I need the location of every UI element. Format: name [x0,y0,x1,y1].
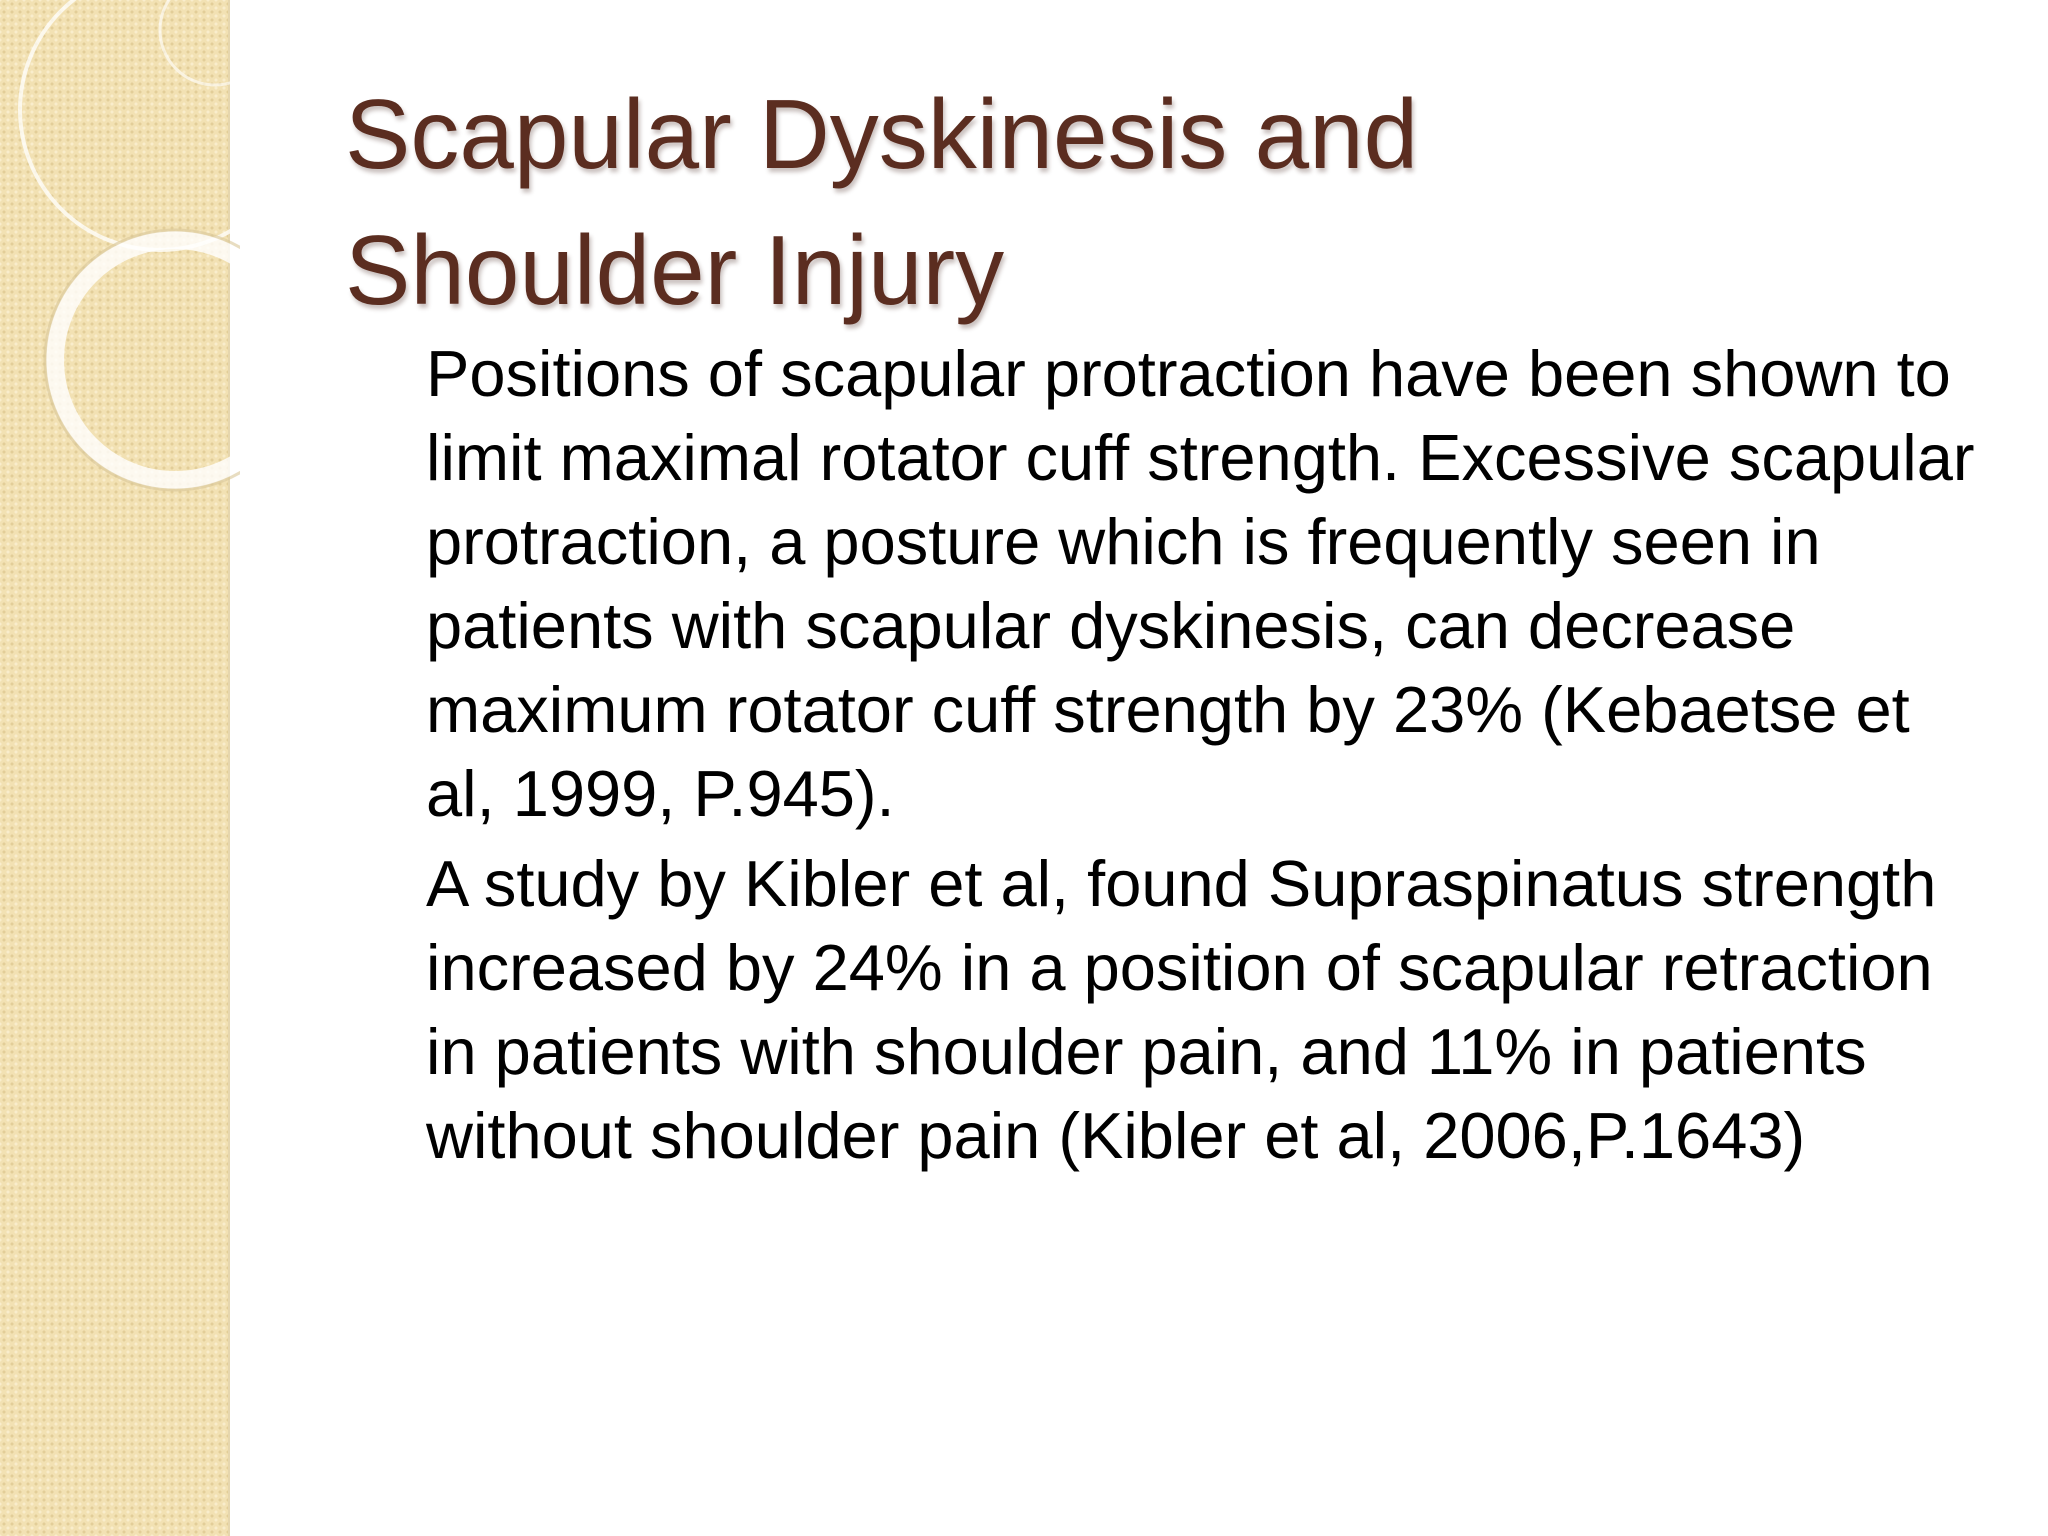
decorative-ring-large [20,0,240,250]
decorative-ring-small [160,0,240,85]
decorative-ring-medium-shadow [45,230,240,490]
slide-body [426,332,1996,1184]
slide-title: Scapular Dyskinesis and Shoulder Injury [345,79,1419,325]
body-paragraph-protraction: Positions of scapular protraction have been shown to limit maximal rotator cuff strength. Excessive scapular protraction, a posture which is frequently seen in patients with scapular dyskinesis, can decrease maximum rotator cuff strength by 23% (Kebaetse et al, 1999, P.945). [426,337,1975,830]
decorative-rings [0,0,240,520]
decorative-ring-medium [55,240,240,480]
body-paragraph-kibler-study: A study by Kibler et al, found Supraspinatus strength increased by 24% in a position of scapular retraction in patients with shoulder pain, and 11% in patients without shoulder pain (Kibler et al, 2006,P.1643) [426,847,1937,1172]
